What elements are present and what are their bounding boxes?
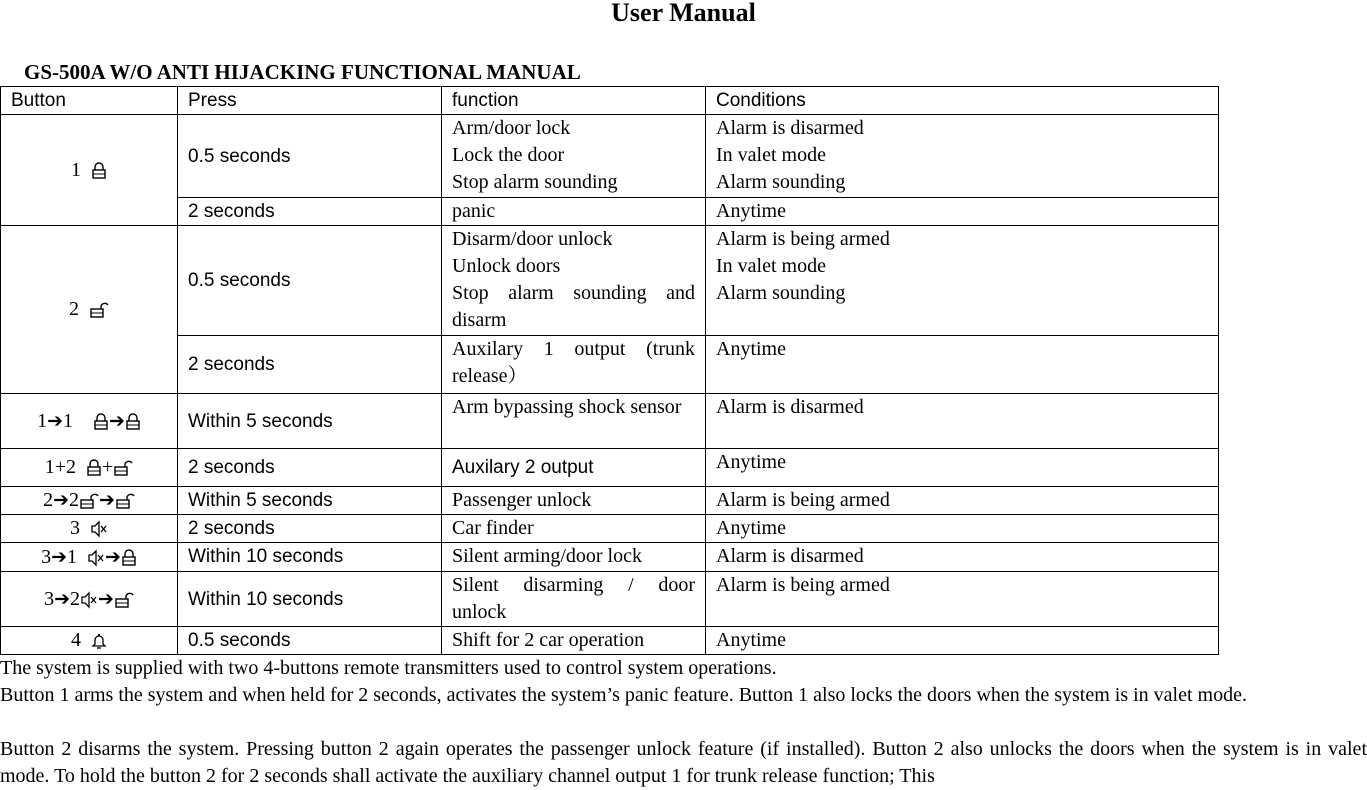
button2-paragraph: Button 2 disarms the system. Pressing button 2 again operates the passenger unlock feature (if installed). Button 2 also unlocks the doors when the system is in valet mode. To hold the button 2 for 2 seconds shall activate the auxiliary channel output 1 for trunk release function; This <box>0 738 1367 787</box>
bell-icon <box>91 632 107 650</box>
speaker-mute-icon <box>80 591 98 609</box>
function-table <box>0 86 1219 655</box>
press-cell: 2 seconds <box>178 515 442 543</box>
conditions-cell: Alarm is being armed <box>706 487 1219 515</box>
condition-line: In valet mode <box>716 144 826 166</box>
conditions-cell: Anytime <box>706 515 1219 543</box>
button-number: 1 <box>67 545 77 568</box>
table-row <box>1 336 1219 394</box>
table-row <box>1 449 1219 487</box>
button-number: 3 <box>41 545 52 568</box>
press-cell: 2 seconds <box>178 336 442 394</box>
lock-closed-icon <box>121 549 137 567</box>
button-cell-1-plus-2 <box>1 449 178 487</box>
condition-line: Alarm sounding <box>716 171 846 193</box>
lock-closed-icon <box>125 413 141 431</box>
press-cell: Within 10 seconds <box>178 543 442 572</box>
table-row <box>1 394 1219 449</box>
button-number: 1 <box>37 409 48 432</box>
press-cell: Within 10 seconds <box>178 572 442 627</box>
button-cell-4 <box>1 627 178 655</box>
condition-line: Alarm is disarmed <box>716 117 864 139</box>
press-cell: 2 seconds <box>178 449 442 487</box>
arrow-icon: ➔ <box>105 545 121 568</box>
header-function: function <box>442 87 706 115</box>
conditions-cell: Alarm is disarmed <box>706 543 1219 572</box>
manual-subtitle: GS-500A W/O ANTI HIJACKING FUNCTIONAL MANUAL <box>24 60 581 84</box>
press-cell: 0.5 seconds <box>178 226 442 336</box>
button-number: 3 <box>70 517 80 539</box>
function-cell: Car finder <box>442 515 706 543</box>
press-cell: 0.5 seconds <box>178 627 442 655</box>
conditions-cell <box>706 115 1219 198</box>
button-number: 2 <box>69 298 79 320</box>
function-cell: Silent arming/door lock <box>442 543 706 572</box>
function-cell: Arm bypassing shock sensor <box>442 394 706 449</box>
button-cell-3 <box>1 515 178 543</box>
press-cell: 2 seconds <box>178 198 442 226</box>
function-line: Stop alarm sounding and disarm <box>452 282 695 331</box>
speaker-mute-icon <box>90 520 108 538</box>
arrow-icon: ➔ <box>109 409 125 432</box>
condition-line: Alarm is being armed <box>716 228 890 250</box>
function-cell: Silent disarming / door unlock <box>442 572 706 627</box>
button-number: 2 <box>69 489 79 511</box>
function-line: Arm/door lock <box>452 117 571 139</box>
press-cell: 0.5 seconds <box>178 115 442 198</box>
button-cell-3-2 <box>1 572 178 627</box>
table-row <box>1 115 1219 198</box>
plus-sign: + <box>102 456 114 478</box>
lock-closed-icon <box>91 162 107 180</box>
button-cell-2-2 <box>1 487 178 515</box>
function-line: Lock the door <box>452 144 565 166</box>
button-number: 1+2 <box>44 456 76 478</box>
button-number: 1 <box>63 409 73 432</box>
table-row <box>1 572 1219 627</box>
header-button: Button <box>1 87 178 115</box>
arrow-icon: ➔ <box>98 587 114 610</box>
lock-open-icon <box>115 492 135 510</box>
lock-open-icon <box>113 459 133 477</box>
function-cell <box>442 115 706 198</box>
button-number: 1 <box>71 158 81 181</box>
press-cell: Within 5 seconds <box>178 487 442 515</box>
function-cell: Passenger unlock <box>442 487 706 515</box>
table-row <box>1 487 1219 515</box>
function-line: Disarm/door unlock <box>452 228 613 250</box>
conditions-cell: Anytime <box>706 198 1219 226</box>
button-cell-1-1 <box>1 394 178 449</box>
function-cell: Auxilary 1 output (trunk release） <box>442 336 706 394</box>
conditions-cell: Alarm is disarmed <box>706 394 1219 449</box>
button-number: 2 <box>70 587 80 610</box>
conditions-cell: Anytime <box>706 449 1219 487</box>
table-row <box>1 198 1219 226</box>
conditions-cell: Alarm is being armed <box>706 572 1219 627</box>
table-header-row <box>1 87 1219 115</box>
page-title: User Manual <box>611 0 756 27</box>
button-number: 2 <box>43 489 54 511</box>
condition-line: In valet mode <box>716 255 826 277</box>
conditions-cell: Anytime <box>706 627 1219 655</box>
condition-line: Alarm sounding <box>716 282 846 304</box>
button-number: 3 <box>44 587 55 610</box>
button-cell-3-1 <box>1 543 178 572</box>
button-number: 4 <box>71 629 81 651</box>
conditions-cell: Anytime <box>706 336 1219 394</box>
arrow-icon: ➔ <box>53 489 69 511</box>
header-press: Press <box>178 87 442 115</box>
button1-paragraph: Button 1 arms the system and when held for 2 seconds, activates the system’s panic feature. Button 1 also locks the doors when the system is in valet mode. <box>0 684 1247 706</box>
function-cell <box>442 226 706 336</box>
lock-closed-icon <box>93 413 109 431</box>
table-row <box>1 226 1219 336</box>
button-cell-1 <box>1 115 178 226</box>
function-cell: panic <box>442 198 706 226</box>
press-cell: Within 5 seconds <box>178 394 442 449</box>
lock-closed-icon <box>86 459 102 477</box>
arrow-icon: ➔ <box>51 545 67 568</box>
header-conditions: Conditions <box>706 87 1219 115</box>
lock-open-icon <box>79 492 99 510</box>
function-cell: Auxilary 2 output <box>442 449 706 487</box>
function-line: Stop alarm sounding <box>452 171 618 193</box>
intro-paragraph: The system is supplied with two 4-buttons remote transmitters used to control system operations. <box>0 657 777 679</box>
speaker-mute-icon <box>87 549 105 567</box>
function-cell: Shift for 2 car operation <box>442 627 706 655</box>
table-row <box>1 515 1219 543</box>
function-line: Unlock doors <box>452 255 561 277</box>
arrow-icon: ➔ <box>54 587 70 610</box>
arrow-icon: ➔ <box>47 409 63 432</box>
conditions-cell <box>706 226 1219 336</box>
lock-open-icon <box>114 591 134 609</box>
table-row <box>1 543 1219 572</box>
table-row <box>1 627 1219 655</box>
lock-open-icon <box>89 301 109 319</box>
arrow-icon: ➔ <box>99 489 115 511</box>
button-cell-2 <box>1 226 178 394</box>
